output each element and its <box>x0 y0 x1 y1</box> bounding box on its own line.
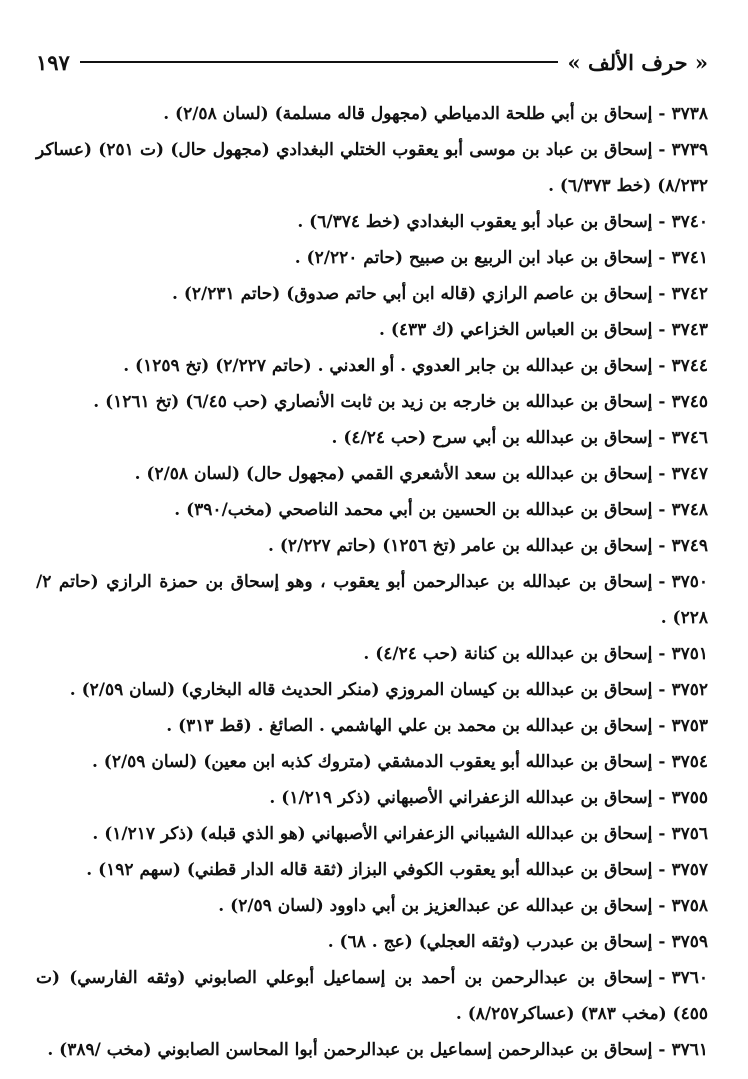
entry-number: ٣٧٥١ <box>671 644 708 664</box>
entry-number: ٣٧٦١ <box>671 1040 708 1060</box>
entry-number: ٣٧٣٩ <box>671 140 708 160</box>
entry-text: إسحاق بن عبدالله بن كيسان المروزي (منكر الحديث قاله البخاري) (لسان ٢/٥٩) . <box>69 680 653 700</box>
entry-item <box>36 420 708 456</box>
entry-text: إسحاق بن عبدالله بن خارجه بن زيد بن ثابت الأنصاري (حب ٦/٤٥) (تخ ١٢٦١) . <box>93 392 653 412</box>
entry-text: إسحاق بن عبدالله عن عبدالعزيز بن أبي داوود (لسان ٢/٥٩) . <box>218 896 653 916</box>
entry-item <box>36 240 708 276</box>
entry-text: إسحاق بن عبدالله بن سعد الأشعري القمي (مجهول حال) (لسان ٢/٥٨) . <box>134 464 653 484</box>
entry-dash: - <box>658 248 666 268</box>
entry-number: ٣٧٤٩ <box>671 536 708 556</box>
entry-dash: - <box>658 752 666 772</box>
entry-item <box>36 924 708 960</box>
entry-text: إسحاق بن عبدالله بن عامر (تخ ١٢٥٦) (حاتم ٢/٢٢٧) . <box>268 536 653 556</box>
entry-number: ٣٧٤٧ <box>671 464 708 484</box>
entry-text: إسحاق بن عباد ابن الربيع بن صبيح (حاتم ٢/٢٢٠) . <box>294 248 653 268</box>
entry-item <box>36 636 708 672</box>
entry-number: ٣٧٤٦ <box>671 428 708 448</box>
entry-text: إسحاق بن عبدالله الزعفراني الأصبهاني (ذكر ١/٢١٩) . <box>269 788 653 808</box>
entry-number: ٣٧٤١ <box>671 248 708 268</box>
entry-number: ٣٧٤٨ <box>671 500 708 520</box>
entry-item <box>36 528 708 564</box>
entry-item <box>36 1032 708 1068</box>
entry-dash: - <box>658 1040 666 1060</box>
entry-item <box>36 384 708 420</box>
entry-number: ٣٧٥٩ <box>671 932 708 952</box>
entry-dash: - <box>658 212 666 232</box>
entry-item <box>36 852 708 888</box>
entry-item <box>36 492 708 528</box>
entry-text: إسحاق بن عاصم الرازي (قاله ابن أبي حاتم صدوق) (حاتم ٢/٢٣١) . <box>172 284 653 304</box>
entry-item <box>36 708 708 744</box>
entry-dash: - <box>658 860 666 880</box>
entry-dash: - <box>658 104 666 124</box>
entry-item <box>36 672 708 708</box>
entry-item <box>36 348 708 384</box>
entry-text: إسحاق بن عبدالله الشيباني الزعفراني الأصبهاني (هو الذي قبله) (ذكر ١/٢١٧) . <box>92 824 653 844</box>
entry-dash: - <box>658 392 666 412</box>
entry-number: ٣٧٥٨ <box>671 896 708 916</box>
entry-number: ٣٧٥٤ <box>671 752 708 772</box>
entry-item <box>36 888 708 924</box>
entry-number: ٣٧٣٨ <box>671 104 708 124</box>
entry-list <box>36 96 708 1068</box>
entry-number: ٣٧٥٠ <box>671 572 708 592</box>
entry-item <box>36 564 708 636</box>
entry-item <box>36 780 708 816</box>
entry-number: ٣٧٥٢ <box>671 680 708 700</box>
entry-number: ٣٧٦٠ <box>671 968 708 988</box>
entry-dash: - <box>658 320 666 340</box>
entry-text: إسحاق بن أبي طلحة الدمياطي (مجهول قاله مسلمة) (لسان ٢/٥٨) . <box>163 104 653 124</box>
entry-text: إسحاق بن عبدالرحمن إسماعيل بن عبدالرحمن أبوا المحاسن الصابوني (مخب /٣٨٩) . <box>47 1040 653 1060</box>
entry-text: إسحاق بن عبدالله أبو يعقوب الدمشقي (متروك كذبه ابن معين) (لسان ٢/٥٩) . <box>91 752 653 772</box>
page-number: ١٩٧ <box>36 49 70 75</box>
entry-text: إسحاق بن عبدالله بن جابر العدوي . أو العدني . (حاتم ٢/٢٢٧) (تخ ١٢٥٩) . <box>123 356 653 376</box>
entry-dash: - <box>658 788 666 808</box>
entry-item <box>36 960 708 1032</box>
entry-text: إسحاق بن عباد أبو يعقوب البغدادي (خط ٦/٣٧٤) . <box>297 212 653 232</box>
entry-item <box>36 312 708 348</box>
entry-dash: - <box>658 356 666 376</box>
entry-item <box>36 132 708 204</box>
entry-text: إسحاق بن عبدرب (وثقه العجلي) (عج . ٦٨) . <box>327 932 653 952</box>
entry-dash: - <box>658 536 666 556</box>
entry-text: إسحاق بن عبدالرحمن بن أحمد بن إسماعيل أبوعلي الصابوني (وثقه الفارسي) (ت ٤٥٥) (مخب ٣٨٣) (عساكر٨/٢٥٧) . <box>36 968 708 1024</box>
entry-text: إسحاق بن عبدالله بن أبي سرح (حب ٤/٢٤) . <box>331 428 653 448</box>
entry-dash: - <box>658 716 666 736</box>
entry-text: إسحاق بن عبدالله بن كنانة (حب ٤/٢٤) . <box>363 644 653 664</box>
entry-number: ٣٧٤٢ <box>671 284 708 304</box>
entry-number: ٣٧٤٠ <box>671 212 708 232</box>
entry-dash: - <box>658 572 666 592</box>
entry-item <box>36 744 708 780</box>
chapter-title: « حرف الألف » <box>567 49 708 75</box>
entry-dash: - <box>658 680 666 700</box>
entry-number: ٣٧٤٣ <box>671 320 708 340</box>
entry-dash: - <box>658 824 666 844</box>
entry-dash: - <box>658 896 666 916</box>
entry-text: إسحاق بن عبدالله بن عبدالرحمن أبو يعقوب ، وهو إسحاق بن حمزة الرازي (حاتم ٢/ ٢٢٨) . <box>36 572 708 628</box>
header-rule <box>80 61 558 63</box>
entry-dash: - <box>658 464 666 484</box>
entry-number: ٣٧٥٦ <box>671 824 708 844</box>
entry-number: ٣٧٤٥ <box>671 392 708 412</box>
entry-dash: - <box>658 968 666 988</box>
entry-text: إسحاق بن العباس الخزاعي (ك ٤٣٣) . <box>379 320 653 340</box>
entry-number: ٣٧٤٤ <box>671 356 708 376</box>
entry-dash: - <box>658 500 666 520</box>
entry-number: ٣٧٥٥ <box>671 788 708 808</box>
entry-number: ٣٧٥٧ <box>671 860 708 880</box>
entry-dash: - <box>658 932 666 952</box>
entry-item <box>36 816 708 852</box>
entry-item <box>36 276 708 312</box>
entry-text: إسحاق بن عباد بن موسى أبو يعقوب الختلي البغدادي (مجهول حال) (ت ٢٥١) (عساكر ٨/٢٣٢) (خط ٦/٣٧٣) . <box>36 140 708 196</box>
page-header <box>36 44 708 80</box>
entry-dash: - <box>658 428 666 448</box>
entry-item <box>36 96 708 132</box>
entry-text: إسحاق بن عبدالله أبو يعقوب الكوفي البزاز (ثقة قاله الدار قطني) (سهم ١٩٢) . <box>86 860 653 880</box>
entry-text: إسحاق بن عبدالله بن محمد بن علي الهاشمي . الصائغ . (قط ٣١٣) . <box>166 716 653 736</box>
entry-dash: - <box>658 644 666 664</box>
entry-text: إسحاق بن عبدالله بن الحسين بن أبي محمد الناصحي (مخب/٣٩٠) . <box>174 500 653 520</box>
entry-item <box>36 456 708 492</box>
entry-dash: - <box>658 284 666 304</box>
entry-item <box>36 204 708 240</box>
entry-number: ٣٧٥٣ <box>671 716 708 736</box>
entry-dash: - <box>658 140 666 160</box>
